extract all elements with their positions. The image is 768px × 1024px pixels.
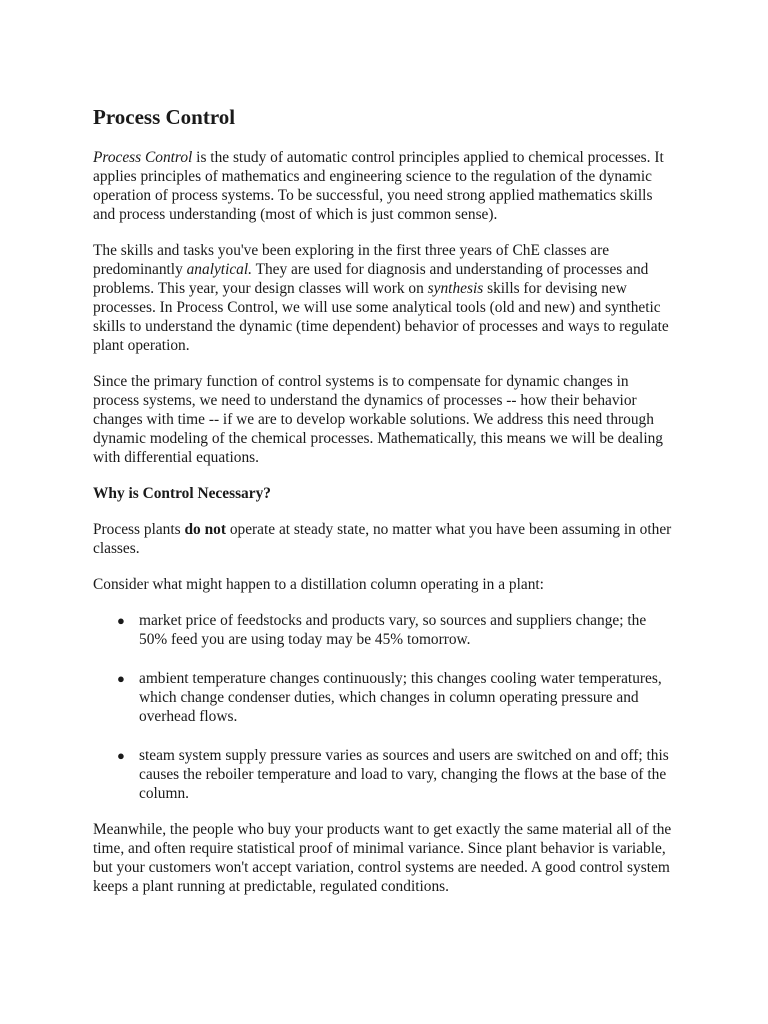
skills-text-1: The skills and tasks you've been exploring in the first three years of ChE classes are predominantly — [93, 242, 610, 278]
list-item-text: market price of feedstocks and products vary, so sources and suppliers change; the 50% feed you are using today may be 45% tomorrow. — [139, 612, 647, 648]
skills-text-2: They are used for diagnosis and understanding of processes and problems. This year, your design classes will work on — [93, 261, 649, 297]
steady-state-text-2: operate at steady state, no matter what you have been assuming in other classes. — [93, 521, 672, 557]
document-page — [93, 102, 678, 913]
disturbance-list — [93, 611, 678, 803]
closing-paragraph: Meanwhile, the people who buy your products want to get exactly the same material all of the time, and often require statistical proof of minimal variance. Since plant behavior is variable, but your customers won't accept variation, control systems are needed. A good control system keeps a plant running at predictable, regulated conditions. — [93, 821, 672, 895]
intro-term: Process Control — [93, 149, 193, 166]
list-item-text: ambient temperature changes continuously; this changes cooling water temperatures, which change condenser duties, which changes in column operating pressure and overhead flows. — [139, 670, 662, 725]
list-item — [117, 611, 678, 649]
section-heading: Why is Control Necessary? — [93, 485, 271, 502]
dynamics-paragraph: Since the primary function of control systems is to compensate for dynamic changes in process systems, we need to understand the dynamics of processes -- how their behavior changes with time -- if we are to develop workable solutions. We address this need through dynamic modeling of the chemical processes. Mathematically, this means we will be dealing with differential equations. — [93, 373, 663, 466]
steady-state-paragraph — [93, 520, 678, 558]
steady-state-text-1: Process plants — [93, 521, 185, 538]
list-item-text: steam system supply pressure varies as sources and users are switched on and off; this causes the reboiler temperature and load to vary, changing the flows at the base of the column. — [139, 747, 669, 802]
bullet-icon: ● — [117, 671, 125, 686]
skills-emphasis-synthesis: synthesis — [427, 280, 484, 297]
steady-state-bold: do not — [184, 521, 226, 538]
skills-emphasis-analytical: analytical. — [186, 261, 253, 278]
intro-paragraph — [93, 148, 678, 224]
skills-paragraph — [93, 241, 678, 355]
skills-text-3: skills for devising new processes. In Process Control, we will use some analytical tools (old and new) and synthetic skills to understand the dynamic (time dependent) behavior of processes and ways to regulate plant operation. — [93, 280, 669, 354]
bullet-icon: ● — [117, 613, 125, 628]
list-item — [117, 746, 678, 803]
page-title: Process Control — [93, 105, 236, 129]
consider-paragraph: Consider what might happen to a distillation column operating in a plant: — [93, 576, 544, 593]
list-item — [117, 669, 678, 726]
intro-text: is the study of automatic control principles applied to chemical processes. It applies principles of mathematics and engineering science to the regulation of the dynamic operation of process systems. To be successful, you need strong applied mathematics skills and process understanding (most of which is just common sense). — [93, 149, 664, 223]
bullet-icon: ● — [117, 748, 125, 763]
